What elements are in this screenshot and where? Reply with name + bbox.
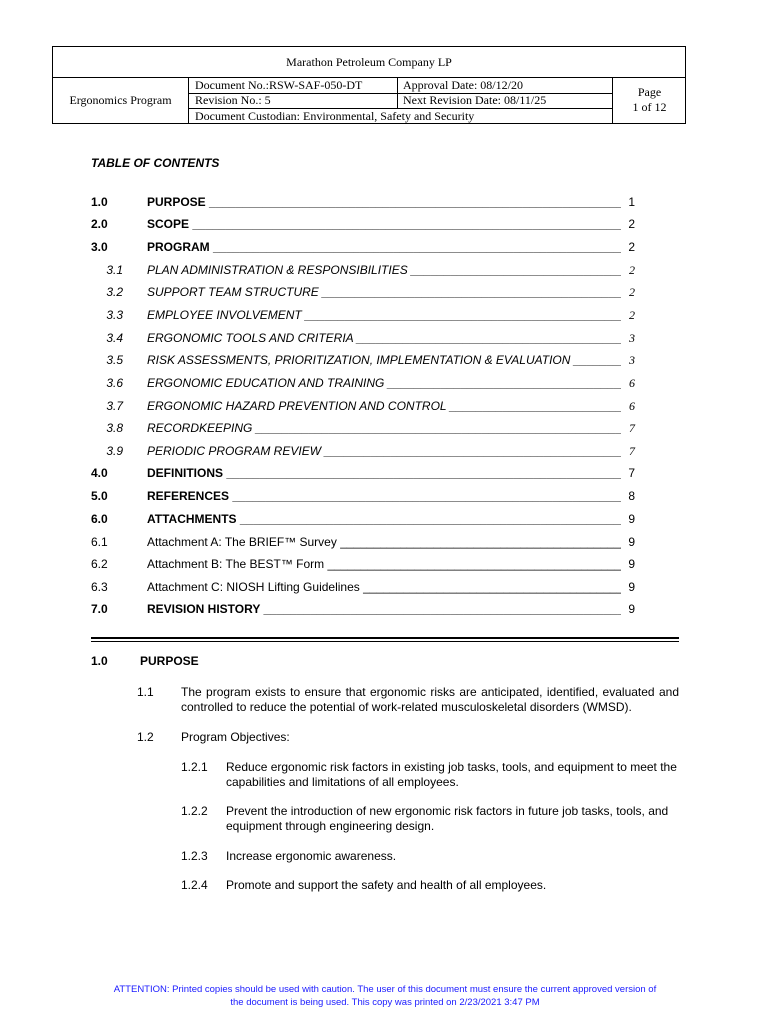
paragraph-text: Program Objectives: — [181, 730, 290, 744]
document-custodian: Document Custodian: Environmental, Safety and Security — [195, 109, 475, 123]
toc-entry[interactable] — [91, 217, 635, 233]
toc-entry[interactable] — [91, 602, 635, 618]
toc-entry-number: 3.5 — [106, 353, 123, 367]
toc-entry-title: SCOPE _____ — [147, 217, 621, 231]
objective-number: 1.2.4 — [181, 878, 208, 892]
section-title: PURPOSE — [140, 654, 199, 668]
company-name: Marathon Petroleum Company LP — [53, 47, 685, 78]
toc-entry-title: REFERENCES _____ — [147, 489, 621, 503]
program-name: Ergonomics Program — [53, 77, 189, 124]
toc-entry-page: 9 — [628, 535, 635, 549]
page-label: Page — [637, 85, 662, 99]
toc-entry-number: 6.2 — [91, 557, 108, 571]
toc-entry-number: 3.1 — [106, 263, 123, 277]
objective-text: Promote and support the safety and health of all employees. — [226, 878, 547, 892]
toc-entry[interactable] — [91, 489, 635, 505]
toc-entry-title: PROGRAM _____ — [147, 240, 621, 254]
toc-entry-page: 9 — [628, 580, 635, 594]
toc-entry-page: 1 — [628, 195, 635, 209]
toc-entry-number: 3.6 — [106, 376, 123, 390]
approval-date: Approval Date: 08/12/20 — [403, 78, 523, 92]
toc-entry-page: 8 — [628, 489, 635, 503]
toc-entry-number: 5.0 — [91, 489, 108, 503]
toc-entry-title: RISK ASSESSMENTS, PRIORITIZATION, IMPLEMENTATION & EVALUATION _____ — [147, 353, 621, 367]
toc-entry-page: 6 — [629, 399, 635, 413]
toc-entry-number: 4.0 — [91, 466, 108, 480]
section-divider — [91, 637, 679, 639]
toc-entry[interactable] — [91, 557, 635, 573]
toc-entry-title: SUPPORT TEAM STRUCTURE _____ — [147, 285, 621, 299]
toc-entry-page: 7 — [628, 466, 635, 480]
toc-entry-page: 7 — [629, 444, 635, 458]
toc-entry-title: Attachment A: The BRIEF™ Survey _____ — [147, 535, 621, 549]
toc-entry-title: Attachment B: The BEST™ Form _____ — [147, 557, 621, 571]
toc-entry-number: 6.3 — [91, 580, 108, 594]
toc-entry-title: DEFINITIONS _____ — [147, 466, 621, 480]
toc-entry[interactable] — [91, 285, 635, 301]
page-value: 1 of 12 — [632, 100, 667, 114]
toc-entry-number: 3.3 — [106, 308, 123, 322]
objective-number: 1.2.1 — [181, 760, 208, 774]
toc-entry-number: 6.0 — [91, 512, 108, 526]
footer-line-2: the document is being used. This copy was printed on 2/23/2021 3:47 PM — [230, 997, 540, 1008]
toc-entry[interactable] — [91, 444, 635, 460]
objective-text: Prevent the introduction of new ergonomic risk factors in future job tasks, tools, and equipment through engineering design. — [226, 804, 669, 833]
footer-line-1: ATTENTION: Printed copies should be used with caution. The user of this document must ensure the current approved version of — [113, 984, 657, 995]
toc-entry[interactable] — [91, 308, 635, 324]
toc-entry-page: 6 — [629, 376, 635, 390]
toc-entry[interactable] — [91, 195, 635, 211]
toc-entry[interactable] — [91, 535, 635, 551]
next-revision-date: Next Revision Date: 08/11/25 — [403, 93, 547, 107]
section-divider-thin — [91, 641, 679, 642]
toc-entry-page: 2 — [628, 217, 635, 231]
paragraph-number: 1.1 — [137, 685, 154, 699]
toc-entry-number: 7.0 — [91, 602, 108, 616]
toc-entry-number: 2.0 — [91, 217, 108, 231]
toc-entry-title: PERIODIC PROGRAM REVIEW _____ — [147, 444, 621, 458]
toc-entry-number: 3.8 — [106, 421, 123, 435]
print-warning-footer — [80, 983, 690, 1009]
toc-entry-page: 9 — [628, 512, 635, 526]
toc-entry[interactable] — [91, 240, 635, 256]
toc-entry-title: RECORDKEEPING _____ — [147, 421, 621, 435]
toc-entry[interactable] — [91, 421, 635, 437]
toc-entry-page: 2 — [628, 240, 635, 254]
toc-entry-page: 9 — [628, 557, 635, 571]
toc-entry-page: 3 — [629, 353, 635, 367]
toc-title: TABLE OF CONTENTS — [91, 156, 220, 170]
toc-entry[interactable] — [91, 580, 635, 596]
toc-entry-page: 2 — [629, 263, 635, 277]
revision-number: Revision No.: 5 — [195, 93, 271, 107]
toc-entry-page: 3 — [629, 331, 635, 345]
toc-entry-title: ERGONOMIC TOOLS AND CRITERIA _____ — [147, 331, 621, 345]
toc-entry-number: 3.0 — [91, 240, 108, 254]
objective-text: Reduce ergonomic risk factors in existing job tasks, tools, and equipment to meet the capabilities and limitations of all employees. — [226, 760, 677, 789]
page-number — [612, 77, 686, 124]
toc-entry[interactable] — [91, 512, 635, 528]
toc-entry-page: 9 — [628, 602, 635, 616]
toc-entry-title: Attachment C: NIOSH Lifting Guidelines _____ — [147, 580, 621, 594]
toc-entry-number: 1.0 — [91, 195, 108, 209]
objective-text: Increase ergonomic awareness. — [226, 849, 397, 863]
toc-entry-title: PLAN ADMINISTRATION & RESPONSIBILITIES _____ — [147, 263, 621, 277]
toc-entry-page: 2 — [629, 308, 635, 322]
document-header — [52, 46, 686, 124]
toc-entry-number: 3.7 — [106, 399, 123, 413]
paragraph-text: The program exists to ensure that ergonomic risks are anticipated, identified, evaluated and controlled to reduce the potential of work-related musculoskeletal disorders (WMSD). — [181, 685, 679, 714]
document-number: Document No.:RSW-SAF-050-DT — [195, 78, 363, 92]
objective-number: 1.2.3 — [181, 849, 208, 863]
toc-entry-page: 7 — [629, 421, 635, 435]
toc-entry-number: 3.4 — [106, 331, 123, 345]
objective-number: 1.2.2 — [181, 804, 208, 818]
toc-entry-title: REVISION HISTORY _____ — [147, 602, 621, 616]
toc-entry[interactable] — [91, 331, 635, 347]
paragraph-number: 1.2 — [137, 730, 154, 744]
toc-entry-number: 6.1 — [91, 535, 108, 549]
toc-entry-number: 3.9 — [106, 444, 123, 458]
toc-entry[interactable] — [91, 353, 635, 369]
section-number: 1.0 — [91, 654, 108, 668]
toc-entry[interactable] — [91, 376, 635, 392]
toc-entry-title: PURPOSE _____ — [147, 195, 621, 209]
toc-entry[interactable] — [91, 466, 635, 482]
toc-entry-number: 3.2 — [106, 285, 123, 299]
toc-entry-title: ATTACHMENTS _____ — [147, 512, 621, 526]
toc-entry-page: 2 — [629, 285, 635, 299]
toc-entry-title: ERGONOMIC HAZARD PREVENTION AND CONTROL _____ — [147, 399, 621, 413]
toc-entry-title: ERGONOMIC EDUCATION AND TRAINING _____ — [147, 376, 621, 390]
toc-entry[interactable] — [91, 263, 635, 279]
toc-entry-title: EMPLOYEE INVOLVEMENT _____ — [147, 308, 621, 322]
toc-entry[interactable] — [91, 399, 635, 415]
